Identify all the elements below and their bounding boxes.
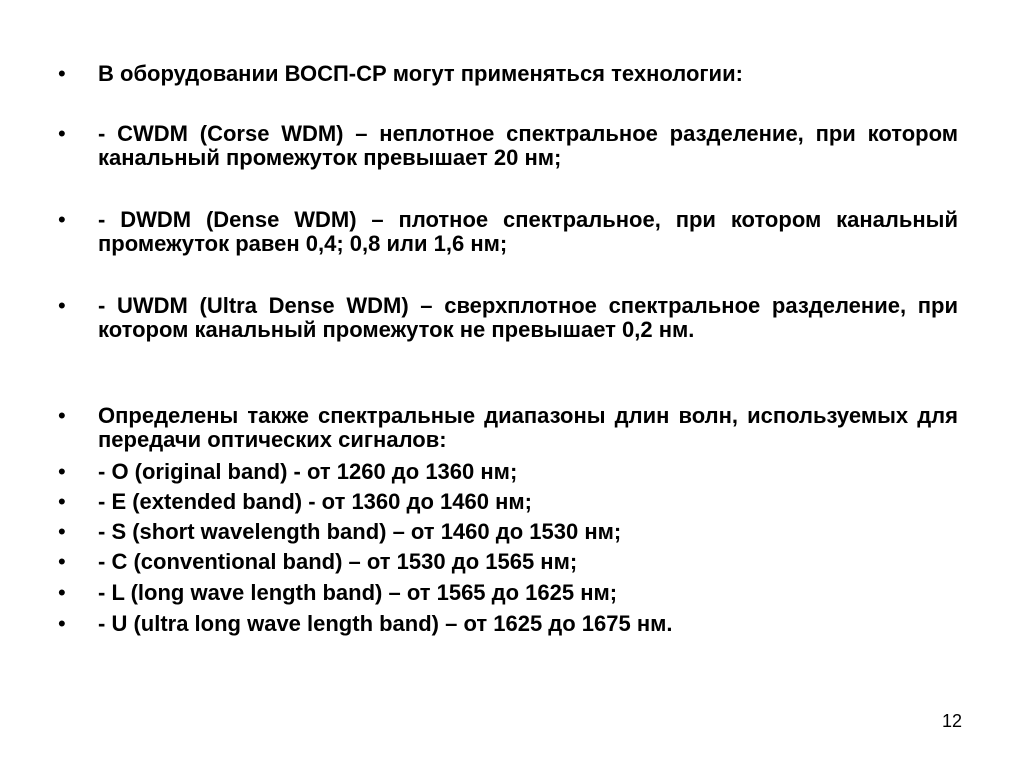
bullet-text-dwdm: - DWDM (Dense WDM) – плотное спектральное, при котором канальный промежуток равен 0,4; 0,8 или 1,6 нм; [98,207,958,256]
bullet-marker: • [58,293,66,318]
bullet-text-cwdm: - CWDM (Corse WDM) – неплотное спектральное разделение, при котором канальный промежуток превышает 20 нм; [98,121,958,170]
bullet-item [58,490,958,514]
bullet-item [58,62,958,86]
bullet-text-uwdm: - UWDM (Ultra Dense WDM) – сверхплотное спектральное разделение, при котором канальный промежуток не превышает 0,2 нм. [98,293,958,342]
bullet-text-c-band: - C (conventional band) – от 1530 до 1565 нм; [98,549,578,574]
bullet-text-l-band: - L (long wave length band) – от 1565 до 1625 нм; [98,580,618,605]
bullet-text-e-band: - E (extended band) - от 1360 до 1460 нм; [98,489,532,514]
bullet-text-bands-intro: Определены также спектральные диапазоны длин волн, используемых для передачи оптических сигналов: [98,403,958,452]
bullet-marker: • [58,121,66,146]
bullet-text-intro: В оборудовании ВОСП-СР могут применяться технологии: [98,61,743,86]
bullet-item [58,520,958,544]
bullet-marker: • [58,489,66,514]
bullet-text-u-band: - U (ultra long wave length band) – от 1625 до 1675 нм. [98,611,673,636]
bullet-item [58,612,958,636]
bullet-item [58,581,958,605]
bullet-item [58,294,958,342]
bullet-marker: • [58,580,66,605]
bullet-marker: • [58,611,66,636]
bullet-marker: • [58,519,66,544]
bullet-marker: • [58,207,66,232]
page-number: 12 [941,711,962,731]
bullet-text-s-band: - S (short wavelength band) – от 1460 до 1530 нм; [98,519,622,544]
bullet-item [58,460,958,484]
bullet-text-o-band: - O (original band) - от 1260 до 1360 нм; [98,459,518,484]
bullet-item [58,208,958,256]
bullet-marker: • [58,403,66,428]
bullet-marker: • [58,61,66,86]
bullet-marker: • [58,549,66,574]
bullet-item [58,550,958,574]
bullet-item [58,404,958,452]
bullet-item [58,122,958,170]
bullet-marker: • [58,459,66,484]
